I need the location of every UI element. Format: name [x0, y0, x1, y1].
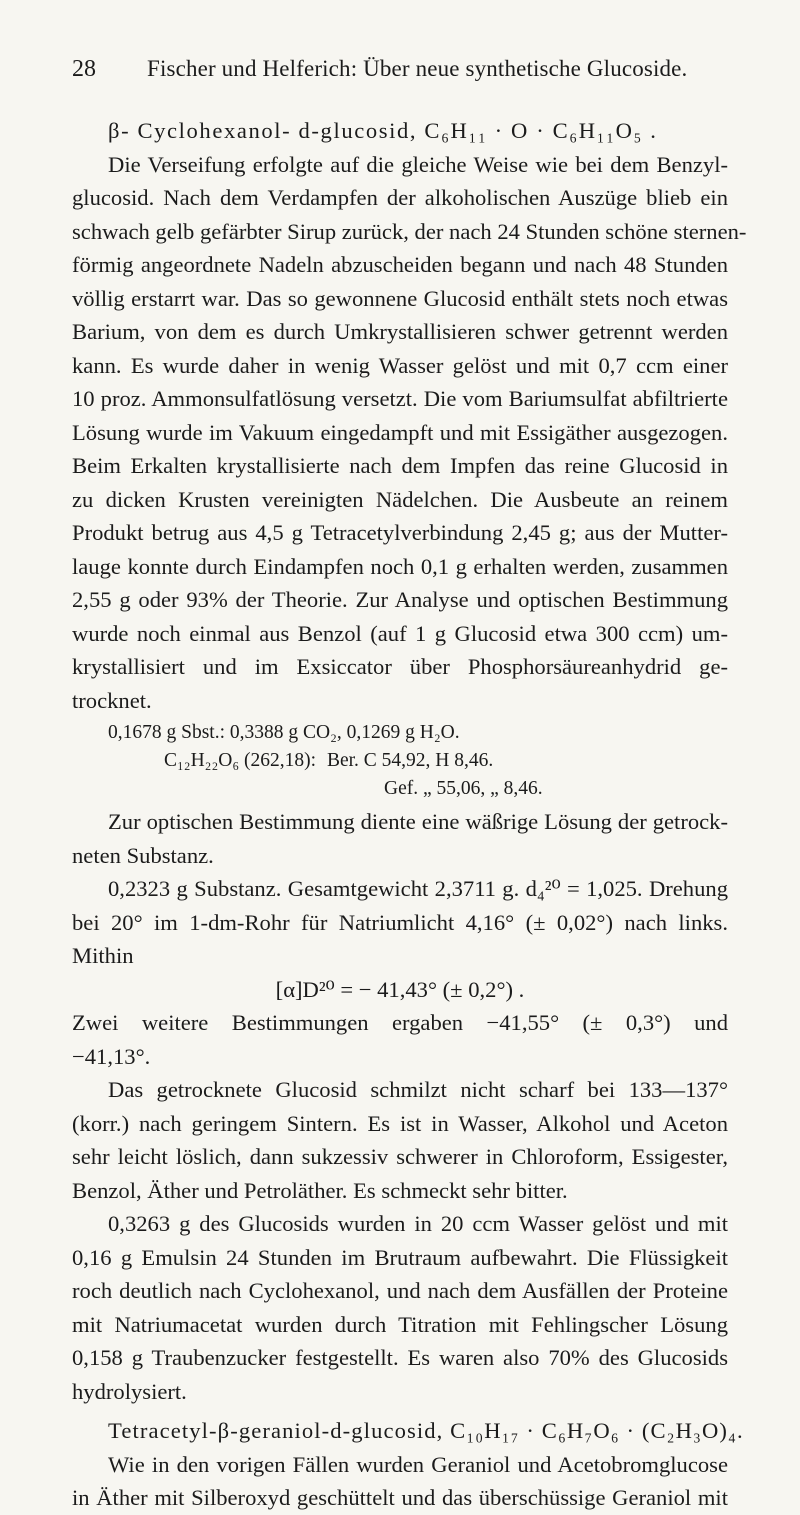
text-line: mit Natriumacetat wurden durch Titration mit Fehlingscher Lösung: [72, 1311, 728, 1337]
paragraph-melting-point: [72, 1073, 728, 1207]
text-line: neten Substanz.: [72, 842, 214, 868]
text-line: roch deutlich nach Cyclohexanol, und nach dem Ausfällen der Proteine: [72, 1278, 728, 1303]
text-line: Benzol, Äther und Petroläther. Es schmeckt sehr bitter.: [72, 1177, 568, 1203]
paragraph-optical-measurement: [72, 872, 728, 973]
text-line: wurde noch einmal aus Benzol (auf 1 g Glucosid etwa 300 ccm) um-: [72, 620, 728, 646]
text-line: Die Verseifung erfolgte auf die gleiche Weise wie bei dem Benzyl-: [108, 151, 728, 177]
text-line: (korr.) nach geringem Sintern. Es ist in Wasser, Alkohol und Aceton: [72, 1110, 728, 1136]
text-line: 0,158 g Traubenzucker festgestellt. Es waren also 70% des Glucosids: [72, 1345, 728, 1370]
text-line: −41,13°.: [72, 1043, 151, 1069]
text-line: lauge konnte durch Eindampfen noch 0,1 g erhalten werden, zusammen: [72, 553, 728, 579]
text-line: Wie in den vorigen Fällen wurden Geraniol und Acetobromglucose: [108, 1451, 728, 1477]
analysis-formula: C₁₂H₂₂O₆ (262,18):: [164, 750, 317, 771]
text-line: krystallisiert und im Exsiccator über Phosphorsäureanhydrid ge-: [72, 654, 728, 679]
text-line: Zur optischen Bestimmung diente eine wäßrige Lösung der getrock-: [108, 809, 728, 834]
analysis-found: Gef. „ 55,06, „ 8,46.: [384, 778, 543, 799]
elemental-analysis: [72, 719, 728, 803]
paragraph-emulsin-hydrolysis: [72, 1207, 728, 1408]
section-title-cyclohexanol-glucosid: β- Cyclohexanol- d-glucosid, C₆H₁₁ · O · C₆H₁₁O₅ .: [108, 118, 658, 143]
text-line: glucosid. Nach dem Verdampfen der alkoholischen Auszüge blieb ein: [72, 185, 728, 210]
analysis-sample: 0,1678 g Sbst.: 0,3388 g CO₂, 0,1269 g H₂O.: [108, 722, 460, 743]
text-line: in Äther mit Silberoxyd geschüttelt und das überschüssige Geraniol mit: [72, 1485, 728, 1510]
paragraph-optical-intro: [72, 805, 728, 872]
paragraph-further-determinations: [72, 1006, 728, 1073]
text-line: förmig angeordnete Nadeln abzuscheiden begann und nach 48 Stunden: [72, 252, 728, 277]
text-line: Lösung wurde im Vakuum eingedampft und mit Essigäther ausgezogen.: [72, 419, 728, 445]
text-line: Beim Erkalten krystallisierte nach dem Impfen das reine Glucosid in: [72, 453, 728, 478]
page-header: [72, 56, 732, 86]
article-body: [72, 114, 747, 1515]
text-line: Das getrocknete Glucosid schmilzt nicht scharf bei 133—137°: [108, 1077, 728, 1102]
text-line: Produkt betrug aus 4,5 g Tetracetylverbindung 2,45 g; aus der Mutter-: [72, 520, 728, 545]
text-line: trocknet.: [72, 687, 152, 713]
analysis-calculated: Ber. C 54,92, H 8,46.: [326, 750, 494, 771]
section-title-geraniol-glucosid: Tetracetyl-β-geraniol-d-glucosid, C₁₀H₁₇ · C₆H₇O₆ · (C₂H₃O)₄.: [108, 1418, 744, 1443]
running-title: Fischer und Helferich: Über neue synthetische Glucoside.: [147, 56, 688, 81]
text-line: 0,3263 g des Glucosids wurden in 20 ccm Wasser gelöst und mit: [108, 1211, 728, 1236]
text-line: Zwei weitere Bestimmungen ergaben −41,55° (± 0,3°) und: [72, 1010, 728, 1035]
text-line: hydrolysiert.: [72, 1378, 187, 1404]
text-line: Barium, von dem es durch Umkrystallisieren schwer getrennt werden: [72, 319, 728, 344]
text-line: Mithin: [72, 943, 134, 968]
page-number: 28: [72, 56, 96, 82]
text-line: zu dicken Krusten vereinigten Nädelchen. Die Ausbeute an reinem: [72, 486, 728, 512]
text-line: sehr leicht löslich, dann sukzessiv schwerer in Chloroform, Essigester,: [72, 1144, 728, 1169]
text-line: völlig erstarrt war. Das so gewonnene Glucosid enthält stets noch etwas: [72, 285, 728, 311]
text-line: kann. Es wurde daher in wenig Wasser gelöst und mit 0,7 ccm einer: [72, 352, 728, 378]
specific-rotation-formula: [α]D²⁰ = − 41,43° (± 0,2°) .: [275, 976, 525, 1002]
paragraph-saponification: [72, 148, 747, 718]
text-line: 0,16 g Emulsin 24 Stunden im Brutraum aufbewahrt. Die Flüssigkeit: [72, 1244, 728, 1270]
text-line: 0,2323 g Substanz. Gesamtgewicht 2,3711 g. d₄²⁰ = 1,025. Drehung: [108, 876, 728, 901]
analysis-calculated-row: [72, 747, 728, 775]
paragraph-geraniol-preparation: [72, 1448, 728, 1515]
text-line: schwach gelb gefärbter Sirup zurück, der nach 24 Stunden schöne sternen-: [72, 218, 747, 244]
text-line: bei 20° im 1-dm-Rohr für Natriumlicht 4,16° (± 0,02°) nach links.: [72, 909, 728, 935]
text-line: 2,55 g oder 93% der Theorie. Zur Analyse und optischen Bestimmung: [72, 587, 728, 612]
text-line: 10 proz. Ammonsulfatlösung versetzt. Die vom Bariumsulfat abfiltrierte: [72, 386, 728, 411]
